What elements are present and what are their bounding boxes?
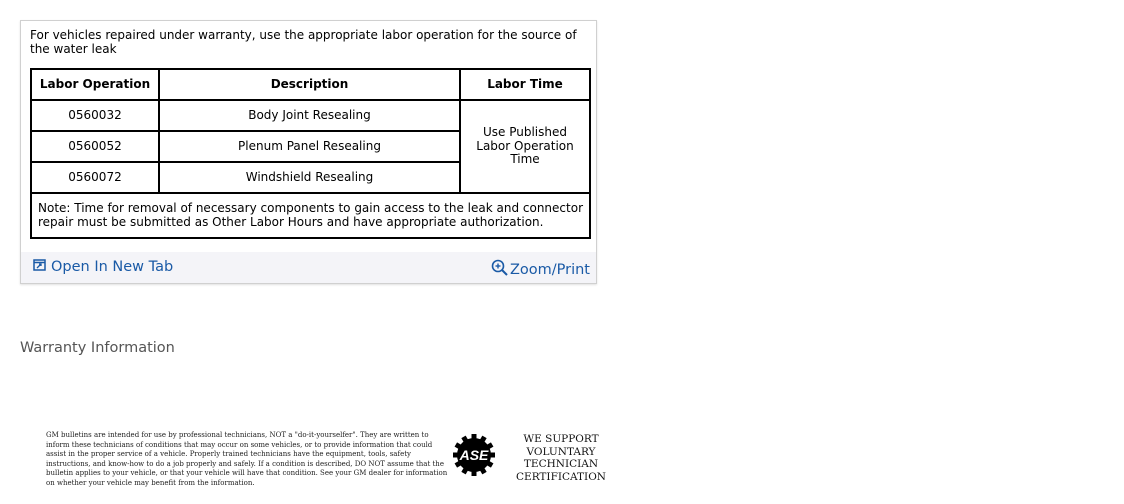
header-description: Description [159,69,460,100]
table-note-row [31,193,590,238]
zoom-print-link[interactable] [491,259,590,280]
table-header-row [31,69,590,100]
labor-operation-table [30,68,591,239]
image-toolbar [21,252,596,283]
open-in-new-tab-link[interactable] [33,259,173,275]
labor-description: Windshield Resealing [159,162,460,193]
bulletin-disclaimer: GM bulletins are intended for use by professional technicians, NOT a "do-it-yourselfer". They are written to inform these technicians of conditions that may occur on some vehicles, or to provide information that could assist in the proper service of a vehicle. Properly trained technicians have the equipment, tools, safety instructions, and know-how to do a job properly and safely. If a condition is described, DO NOT assume that the bulletin applies to your vehicle, or that your vehicle will have that condition. See your GM dealer for information on whether your vehicle may benefit from the information. [46,431,448,487]
intro-text: For vehicles repaired under warranty, use the appropriate labor operation for the source of the water leak [30,28,577,56]
support-line: TECHNICIAN [523,458,599,470]
ase-logo [452,433,496,481]
table-note: Note: Time for removal of necessary components to gain access to the leak and connector repair must be submitted as Other Labor Hours and have appropriate authorization. [31,193,590,238]
labor-operation-code: 0560052 [31,131,159,162]
warranty-information-heading: Warranty Information [20,340,175,356]
labor-description: Body Joint Resealing [159,100,460,131]
support-line: WE SUPPORT [523,433,599,445]
labor-description: Plenum Panel Resealing [159,131,460,162]
open-new-tab-icon [33,259,46,275]
labor-operation-code: 0560032 [31,100,159,131]
zoom-print-label: Zoom/Print [509,261,590,278]
svg-text:ASE: ASE [459,447,489,463]
support-line: CERTIFICATION [516,470,606,483]
support-line: VOLUNTARY [526,445,596,458]
header-labor-time: Labor Time [460,69,590,100]
labor-time-cell: Use Published Labor Operation Time [460,100,590,193]
technician-certification-text [514,433,608,483]
zoom-in-icon [491,259,508,280]
labor-operation-code: 0560072 [31,162,159,193]
table-row [31,100,590,131]
open-in-new-tab-label: Open In New Tab [51,259,174,275]
header-labor-operation: Labor Operation [31,69,159,100]
bulletin-card [20,20,597,284]
